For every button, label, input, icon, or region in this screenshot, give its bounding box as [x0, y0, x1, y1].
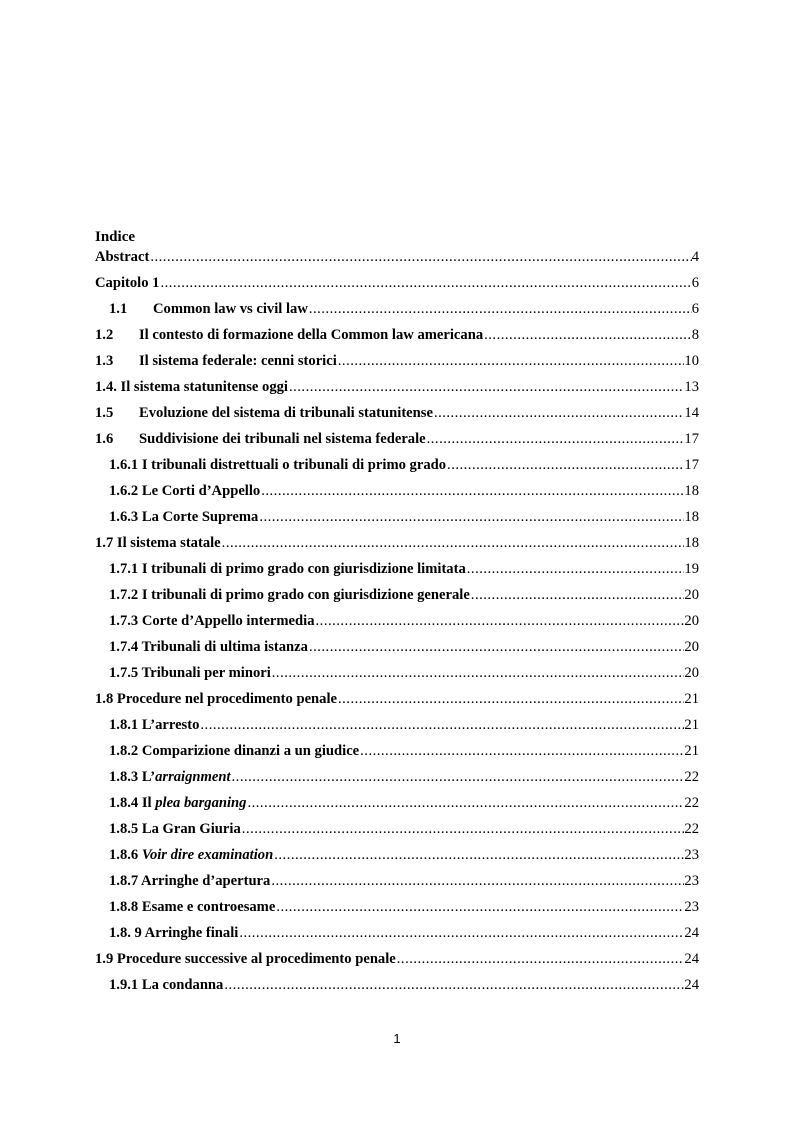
- toc-entry-number: 1.8.6: [109, 847, 139, 863]
- toc-entry-label: [95, 325, 483, 345]
- toc-entry-number: 1.7.1: [109, 561, 139, 577]
- toc-dot-leader: [308, 637, 684, 657]
- toc-entry-page: 24: [684, 925, 699, 941]
- toc-heading: Indice: [95, 229, 136, 245]
- toc-entry-page: 24: [684, 951, 699, 967]
- toc-entry-title: Arringhe finali: [141, 925, 239, 941]
- toc-entry-number: 1.9: [95, 951, 114, 967]
- toc-entry[interactable]: [95, 553, 699, 579]
- toc-entry-title: Esame e controesame: [138, 899, 276, 915]
- toc-entry-title: Capitolo 1: [95, 275, 160, 291]
- toc-entry-title: Comparizione dinanzi a un giudice: [138, 743, 360, 759]
- toc-entry-title-italic: Voir dire examination: [141, 847, 274, 863]
- toc-entry-label: [95, 871, 270, 891]
- toc-entry-title: I tribunali distrettuali o tribunali di primo grado: [138, 457, 447, 473]
- toc-entry-label: [95, 377, 288, 397]
- toc-entry-label: [95, 767, 231, 787]
- toc-entry-label: [95, 403, 433, 423]
- toc-entry[interactable]: [95, 865, 699, 891]
- toc-entry-page: 22: [684, 769, 699, 785]
- toc-entry-number: 1.8.1: [109, 717, 139, 733]
- toc-dot-leader: [260, 481, 684, 501]
- toc-dot-leader: [271, 663, 685, 683]
- toc-entry-label: [95, 975, 223, 995]
- toc-entry-number: 1.6.2: [109, 483, 139, 499]
- toc-dot-leader: [446, 455, 684, 475]
- toc-entry[interactable]: [95, 293, 699, 319]
- toc-entry-title: Procedure nel procedimento penale: [113, 691, 337, 707]
- toc-entry-label: [95, 299, 308, 319]
- toc-entry[interactable]: [95, 423, 699, 449]
- toc-entry-label: [95, 923, 238, 943]
- toc-entry-number: 1.8. 9: [109, 925, 142, 941]
- toc-entry-number: 1.7.4: [109, 639, 139, 655]
- toc-entry-page: 14: [684, 405, 699, 421]
- toc-entry[interactable]: [95, 475, 699, 501]
- toc-entry-label: [95, 819, 241, 839]
- toc-entry-page: 6: [691, 275, 699, 291]
- toc-entry[interactable]: [95, 839, 699, 865]
- toc-entry-title: La Gran Giuria: [138, 821, 241, 837]
- toc-entry-number: 1.8.3: [109, 769, 139, 785]
- toc-dot-leader: [223, 975, 684, 995]
- toc-entry[interactable]: [95, 943, 699, 969]
- toc-entry-page: 21: [684, 691, 699, 707]
- toc-entry-title: Suddivisione dei tribunali nel sistema federale: [139, 431, 426, 447]
- toc-entry-label: [95, 507, 258, 527]
- toc-entry-number: 1.7.5: [109, 665, 139, 681]
- toc-dot-leader: [159, 273, 691, 293]
- toc-dot-leader: [246, 793, 684, 813]
- toc-dot-leader: [241, 819, 685, 839]
- toc-entry-label: [95, 897, 275, 917]
- toc-entry-number: 1.8.5: [109, 821, 139, 837]
- toc-entry-title: Il sistema statunitense oggi: [116, 379, 288, 395]
- toc-entry[interactable]: [95, 709, 699, 735]
- toc-dot-leader: [315, 611, 685, 631]
- toc-entry-number: 1.2: [95, 327, 114, 343]
- toc-entry-title: La Corte Suprema: [138, 509, 259, 525]
- page-number: 1: [393, 1031, 401, 1046]
- toc-entry-page: 22: [684, 821, 699, 837]
- toc-entry[interactable]: [95, 813, 699, 839]
- toc-entry-number: 1.3: [95, 353, 114, 369]
- toc-entry-page: 17: [684, 457, 699, 473]
- toc-dot-leader: [470, 585, 685, 605]
- table-of-contents: [95, 246, 699, 995]
- toc-entry[interactable]: [95, 345, 699, 371]
- toc-entry-label: [95, 481, 260, 501]
- toc-entry-page: 21: [684, 743, 699, 759]
- toc-entry-label: [95, 247, 149, 267]
- toc-dot-leader: [258, 507, 684, 527]
- toc-entry[interactable]: [95, 319, 699, 345]
- toc-entry-label: [95, 611, 315, 631]
- toc-dot-leader: [433, 403, 684, 423]
- toc-entry-title: Abstract: [95, 249, 150, 265]
- toc-entry-label: [95, 663, 271, 683]
- toc-dot-leader: [231, 767, 685, 787]
- toc-entry-title: La condanna: [138, 977, 224, 993]
- toc-entry-label: [95, 715, 199, 735]
- toc-entry-label: [95, 585, 470, 605]
- toc-entry-title: Il contesto di formazione della Common law americana: [139, 327, 484, 343]
- toc-dot-leader: [308, 299, 692, 319]
- toc-entry-label: [95, 351, 337, 371]
- toc-entry[interactable]: [95, 501, 699, 527]
- toc-entry-page: 24: [684, 977, 699, 993]
- toc-entry-number: 1.8.4: [109, 795, 139, 811]
- toc-entry-page: 23: [684, 847, 699, 863]
- toc-entry[interactable]: [95, 917, 699, 943]
- toc-dot-leader: [288, 377, 684, 397]
- toc-entry-number: 1.8: [95, 691, 114, 707]
- toc-entry[interactable]: [95, 605, 699, 631]
- toc-entry-page: 21: [684, 717, 699, 733]
- toc-dot-leader: [238, 923, 684, 943]
- toc-entry-page: 22: [684, 795, 699, 811]
- toc-entry[interactable]: [95, 657, 699, 683]
- toc-entry-label: [95, 559, 466, 579]
- toc-dot-leader: [337, 351, 685, 371]
- toc-entry-title: L’: [138, 769, 156, 785]
- toc-entry-page: 17: [684, 431, 699, 447]
- toc-dot-leader: [199, 715, 684, 735]
- toc-entry-title: Il sistema statale: [113, 535, 221, 551]
- toc-entry[interactable]: [95, 579, 699, 605]
- toc-dot-leader: [149, 247, 691, 267]
- toc-entry-page: 20: [684, 665, 699, 681]
- toc-dot-leader: [337, 689, 684, 709]
- toc-entry-title: Procedure successive al procedimento penale: [113, 951, 396, 967]
- toc-entry-number: 1.6: [95, 431, 114, 447]
- toc-entry[interactable]: [95, 787, 699, 813]
- toc-entry-label: [95, 273, 159, 293]
- toc-entry-page: 19: [684, 561, 699, 577]
- toc-entry-page: 20: [684, 587, 699, 603]
- toc-entry-title: Evoluzione del sistema di tribunali statunitense: [139, 405, 433, 421]
- toc-entry-number: 1.1: [109, 301, 128, 317]
- toc-entry[interactable]: [95, 761, 699, 787]
- toc-entry-label: [95, 949, 396, 969]
- toc-entry-number: 1.7.2: [109, 587, 139, 603]
- toc-entry-title: Il sistema federale: cenni storici: [139, 353, 337, 369]
- toc-entry-number: 1.5: [95, 405, 114, 421]
- toc-dot-leader: [273, 845, 684, 865]
- toc-entry-label: [95, 845, 273, 865]
- toc-entry-page: 8: [691, 327, 699, 343]
- toc-entry[interactable]: [95, 683, 699, 709]
- toc-entry-page: 18: [684, 535, 699, 551]
- toc-entry-label: [95, 533, 221, 553]
- toc-entry-label: [95, 793, 246, 813]
- toc-entry-number: 1.6.1: [109, 457, 139, 473]
- toc-entry-title: Arringhe d’apertura: [138, 873, 271, 889]
- toc-entry[interactable]: [95, 891, 699, 917]
- toc-entry[interactable]: [95, 371, 699, 397]
- toc-entry-title: I tribunali di primo grado con giurisdizione generale: [138, 587, 470, 603]
- toc-entry-page: 13: [684, 379, 699, 395]
- toc-entry-number: 1.8.2: [109, 743, 139, 759]
- toc-entry[interactable]: [95, 969, 699, 995]
- toc-entry-title: Le Corti d’Appello: [138, 483, 261, 499]
- toc-entry-title: L’arresto: [138, 717, 200, 733]
- toc-entry[interactable]: [95, 735, 699, 761]
- toc-entry-number: 1.8.7: [109, 873, 139, 889]
- toc-entry-number: 1.8.8: [109, 899, 139, 915]
- toc-entry-page: 10: [684, 353, 699, 369]
- toc-entry-number: 1.4.: [95, 379, 117, 395]
- toc-entry-page: 18: [684, 483, 699, 499]
- toc-entry-page: 23: [684, 899, 699, 915]
- toc-entry[interactable]: [95, 631, 699, 657]
- toc-dot-leader: [270, 871, 684, 891]
- toc-entry[interactable]: [95, 397, 699, 423]
- toc-entry-label: [95, 689, 337, 709]
- toc-entry-number: 1.9.1: [109, 977, 139, 993]
- toc-dot-leader: [275, 897, 684, 917]
- toc-dot-leader: [221, 533, 685, 553]
- toc-entry-label: [95, 455, 446, 475]
- toc-entry-title: Tribunali per minori: [138, 665, 271, 681]
- toc-entry[interactable]: [95, 449, 699, 475]
- toc-entry[interactable]: [95, 527, 699, 553]
- toc-entry-label: [95, 741, 359, 761]
- toc-entry-page: 20: [684, 613, 699, 629]
- toc-dot-leader: [426, 429, 685, 449]
- toc-entry-page: 4: [691, 249, 699, 265]
- toc-entry-title: Common law vs civil law: [153, 301, 308, 317]
- toc-entry-number: 1.7.3: [109, 613, 139, 629]
- toc-entry-number: 1.7: [95, 535, 114, 551]
- toc-entry-page: 20: [684, 639, 699, 655]
- toc-entry-page: 23: [684, 873, 699, 889]
- toc-entry-title-italic: plea barganing: [155, 795, 247, 811]
- toc-entry-title: Il: [138, 795, 156, 811]
- toc-entry[interactable]: [95, 246, 699, 267]
- toc-dot-leader: [396, 949, 685, 969]
- toc-entry-label: [95, 637, 308, 657]
- toc-entry-title-italic: arraignment: [155, 769, 231, 785]
- toc-entry-page: 6: [691, 301, 699, 317]
- toc-entry[interactable]: [95, 267, 699, 293]
- toc-dot-leader: [466, 559, 685, 579]
- toc-dot-leader: [483, 325, 692, 345]
- toc-entry-title: I tribunali di primo grado con giurisdizione limitata: [138, 561, 466, 577]
- toc-entry-label: [95, 429, 426, 449]
- toc-entry-page: 18: [684, 509, 699, 525]
- toc-dot-leader: [359, 741, 684, 761]
- toc-entry-title: Corte d’Appello intermedia: [138, 613, 315, 629]
- toc-entry-title: Tribunali di ultima istanza: [138, 639, 308, 655]
- toc-entry-number: 1.6.3: [109, 509, 139, 525]
